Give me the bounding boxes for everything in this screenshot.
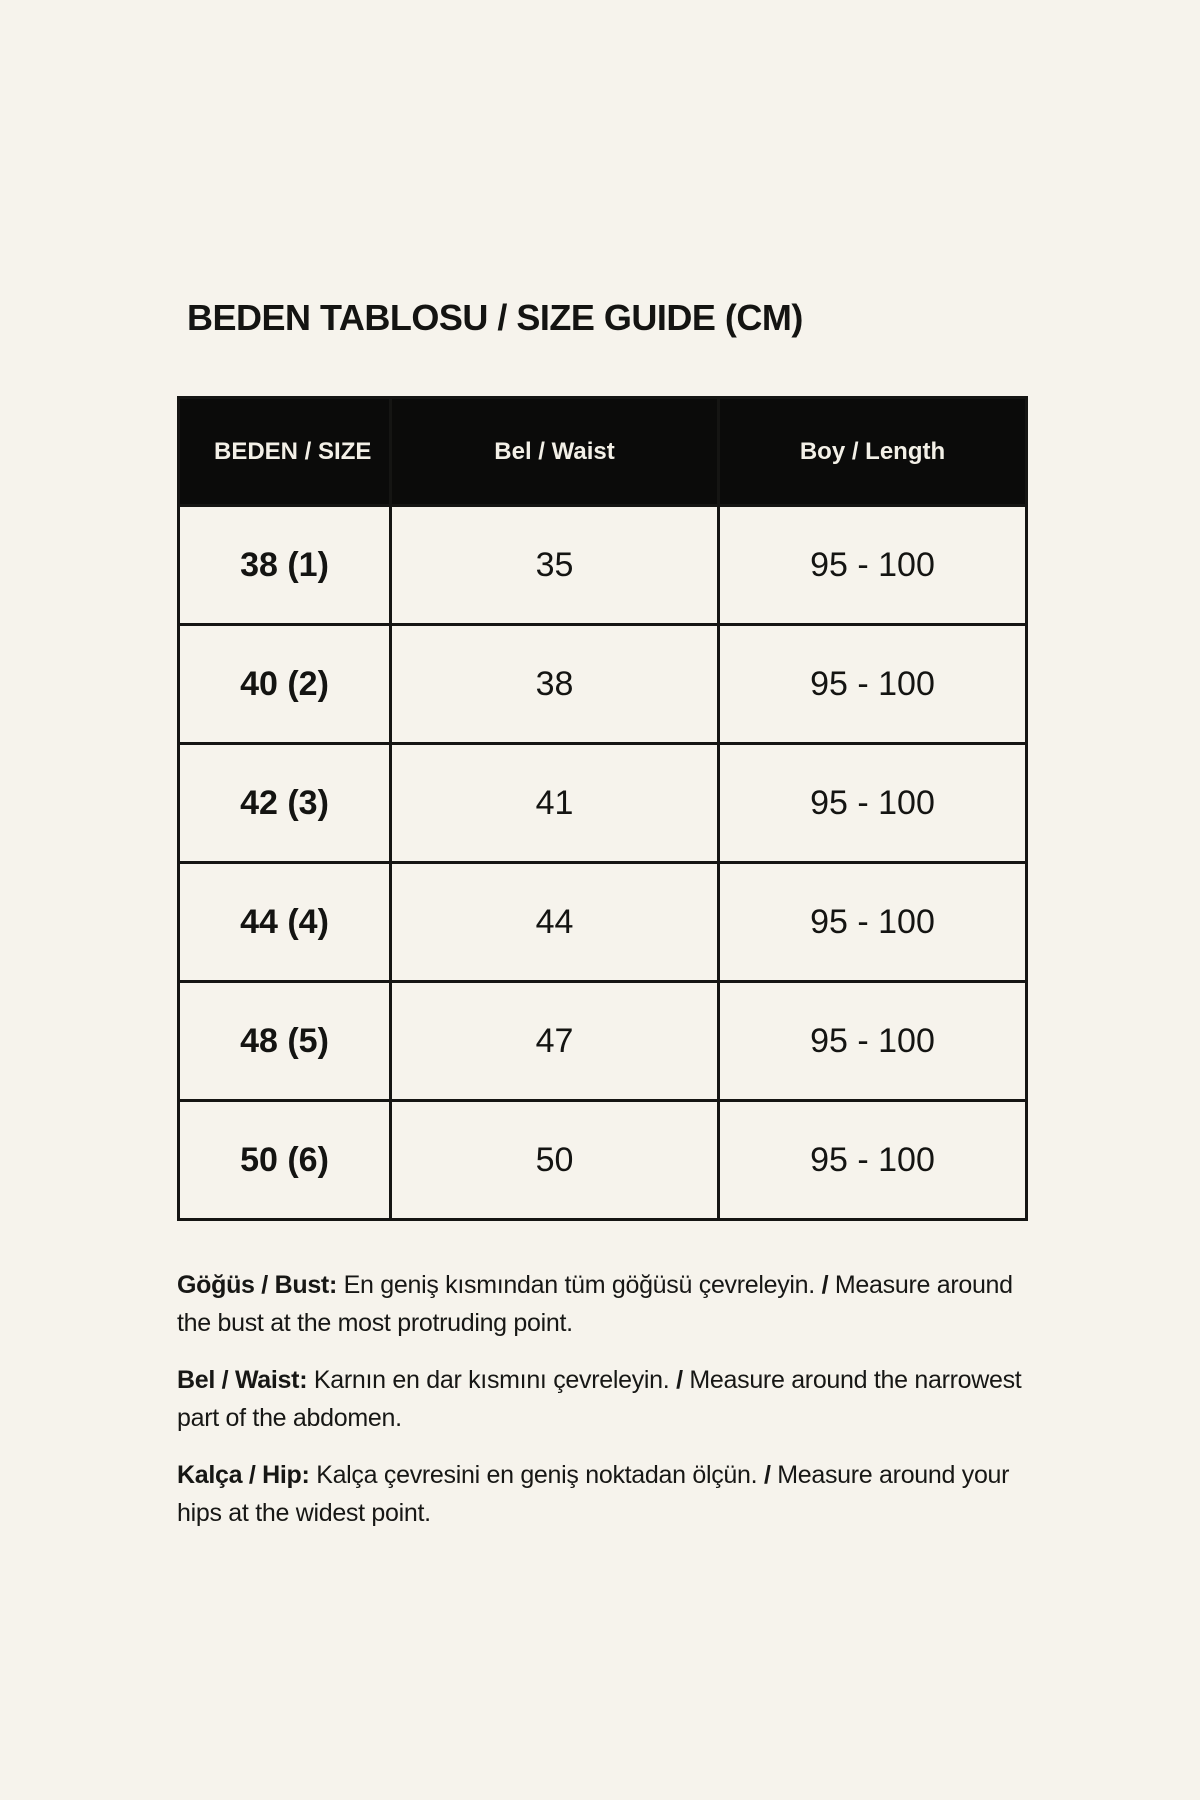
table-row xyxy=(179,982,1027,1101)
size-guide-table xyxy=(177,396,1028,1221)
length-cell: 95 - 100 xyxy=(719,863,1027,982)
size-cell: 48 (5) xyxy=(179,982,391,1101)
waist-cell: 44 xyxy=(391,863,719,982)
waist-cell: 35 xyxy=(391,506,719,625)
page-title: BEDEN TABLOSU / SIZE GUIDE (CM) xyxy=(187,297,803,338)
size-cell: 38 (1) xyxy=(179,506,391,625)
note-hip xyxy=(177,1456,1027,1532)
note-hip-text-en: Measure around your hips at the widest point. xyxy=(177,1461,1010,1527)
table-row xyxy=(179,506,1027,625)
table-header-row xyxy=(179,398,1027,506)
note-waist-text-en: Measure around the narrowest part of the abdomen. xyxy=(177,1366,1022,1432)
measurement-notes xyxy=(177,1266,1027,1551)
note-hip-text-tr: Kalça çevresini en geniş noktadan ölçün. xyxy=(316,1461,758,1489)
note-bust-text-tr: En geniş kısmından tüm göğüsü çevreleyin. xyxy=(343,1271,815,1299)
note-bust-label: Göğüs / Bust: xyxy=(177,1271,337,1299)
bold-slash: / xyxy=(763,1461,771,1489)
length-cell: 95 - 100 xyxy=(719,982,1027,1101)
note-bust-text-en: Measure around the bust at the most protruding point. xyxy=(177,1271,1013,1337)
length-cell: 95 - 100 xyxy=(719,744,1027,863)
bold-slash: / xyxy=(821,1271,829,1299)
length-cell: 95 - 100 xyxy=(719,1101,1027,1220)
waist-cell: 38 xyxy=(391,625,719,744)
size-cell: 50 (6) xyxy=(179,1101,391,1220)
table-row xyxy=(179,625,1027,744)
table-row xyxy=(179,1101,1027,1220)
table-row xyxy=(179,863,1027,982)
header-waist-column: Bel / Waist xyxy=(391,398,719,506)
note-hip-label: Kalça / Hip: xyxy=(177,1461,310,1489)
note-waist xyxy=(177,1361,1027,1437)
waist-cell: 41 xyxy=(391,744,719,863)
size-cell: 40 (2) xyxy=(179,625,391,744)
header-length-column: Boy / Length xyxy=(719,398,1027,506)
note-bust xyxy=(177,1266,1027,1342)
size-cell: 44 (4) xyxy=(179,863,391,982)
note-waist-text-tr: Karnın en dar kısmını çevreleyin. xyxy=(313,1366,670,1394)
length-cell: 95 - 100 xyxy=(719,625,1027,744)
waist-cell: 50 xyxy=(391,1101,719,1220)
size-cell: 42 (3) xyxy=(179,744,391,863)
bold-slash: / xyxy=(676,1366,683,1394)
note-waist-label: Bel / Waist: xyxy=(177,1366,308,1394)
length-cell: 95 - 100 xyxy=(719,506,1027,625)
waist-cell: 47 xyxy=(391,982,719,1101)
table-row xyxy=(179,744,1027,863)
header-size-column: BEDEN / SIZE xyxy=(179,398,391,506)
